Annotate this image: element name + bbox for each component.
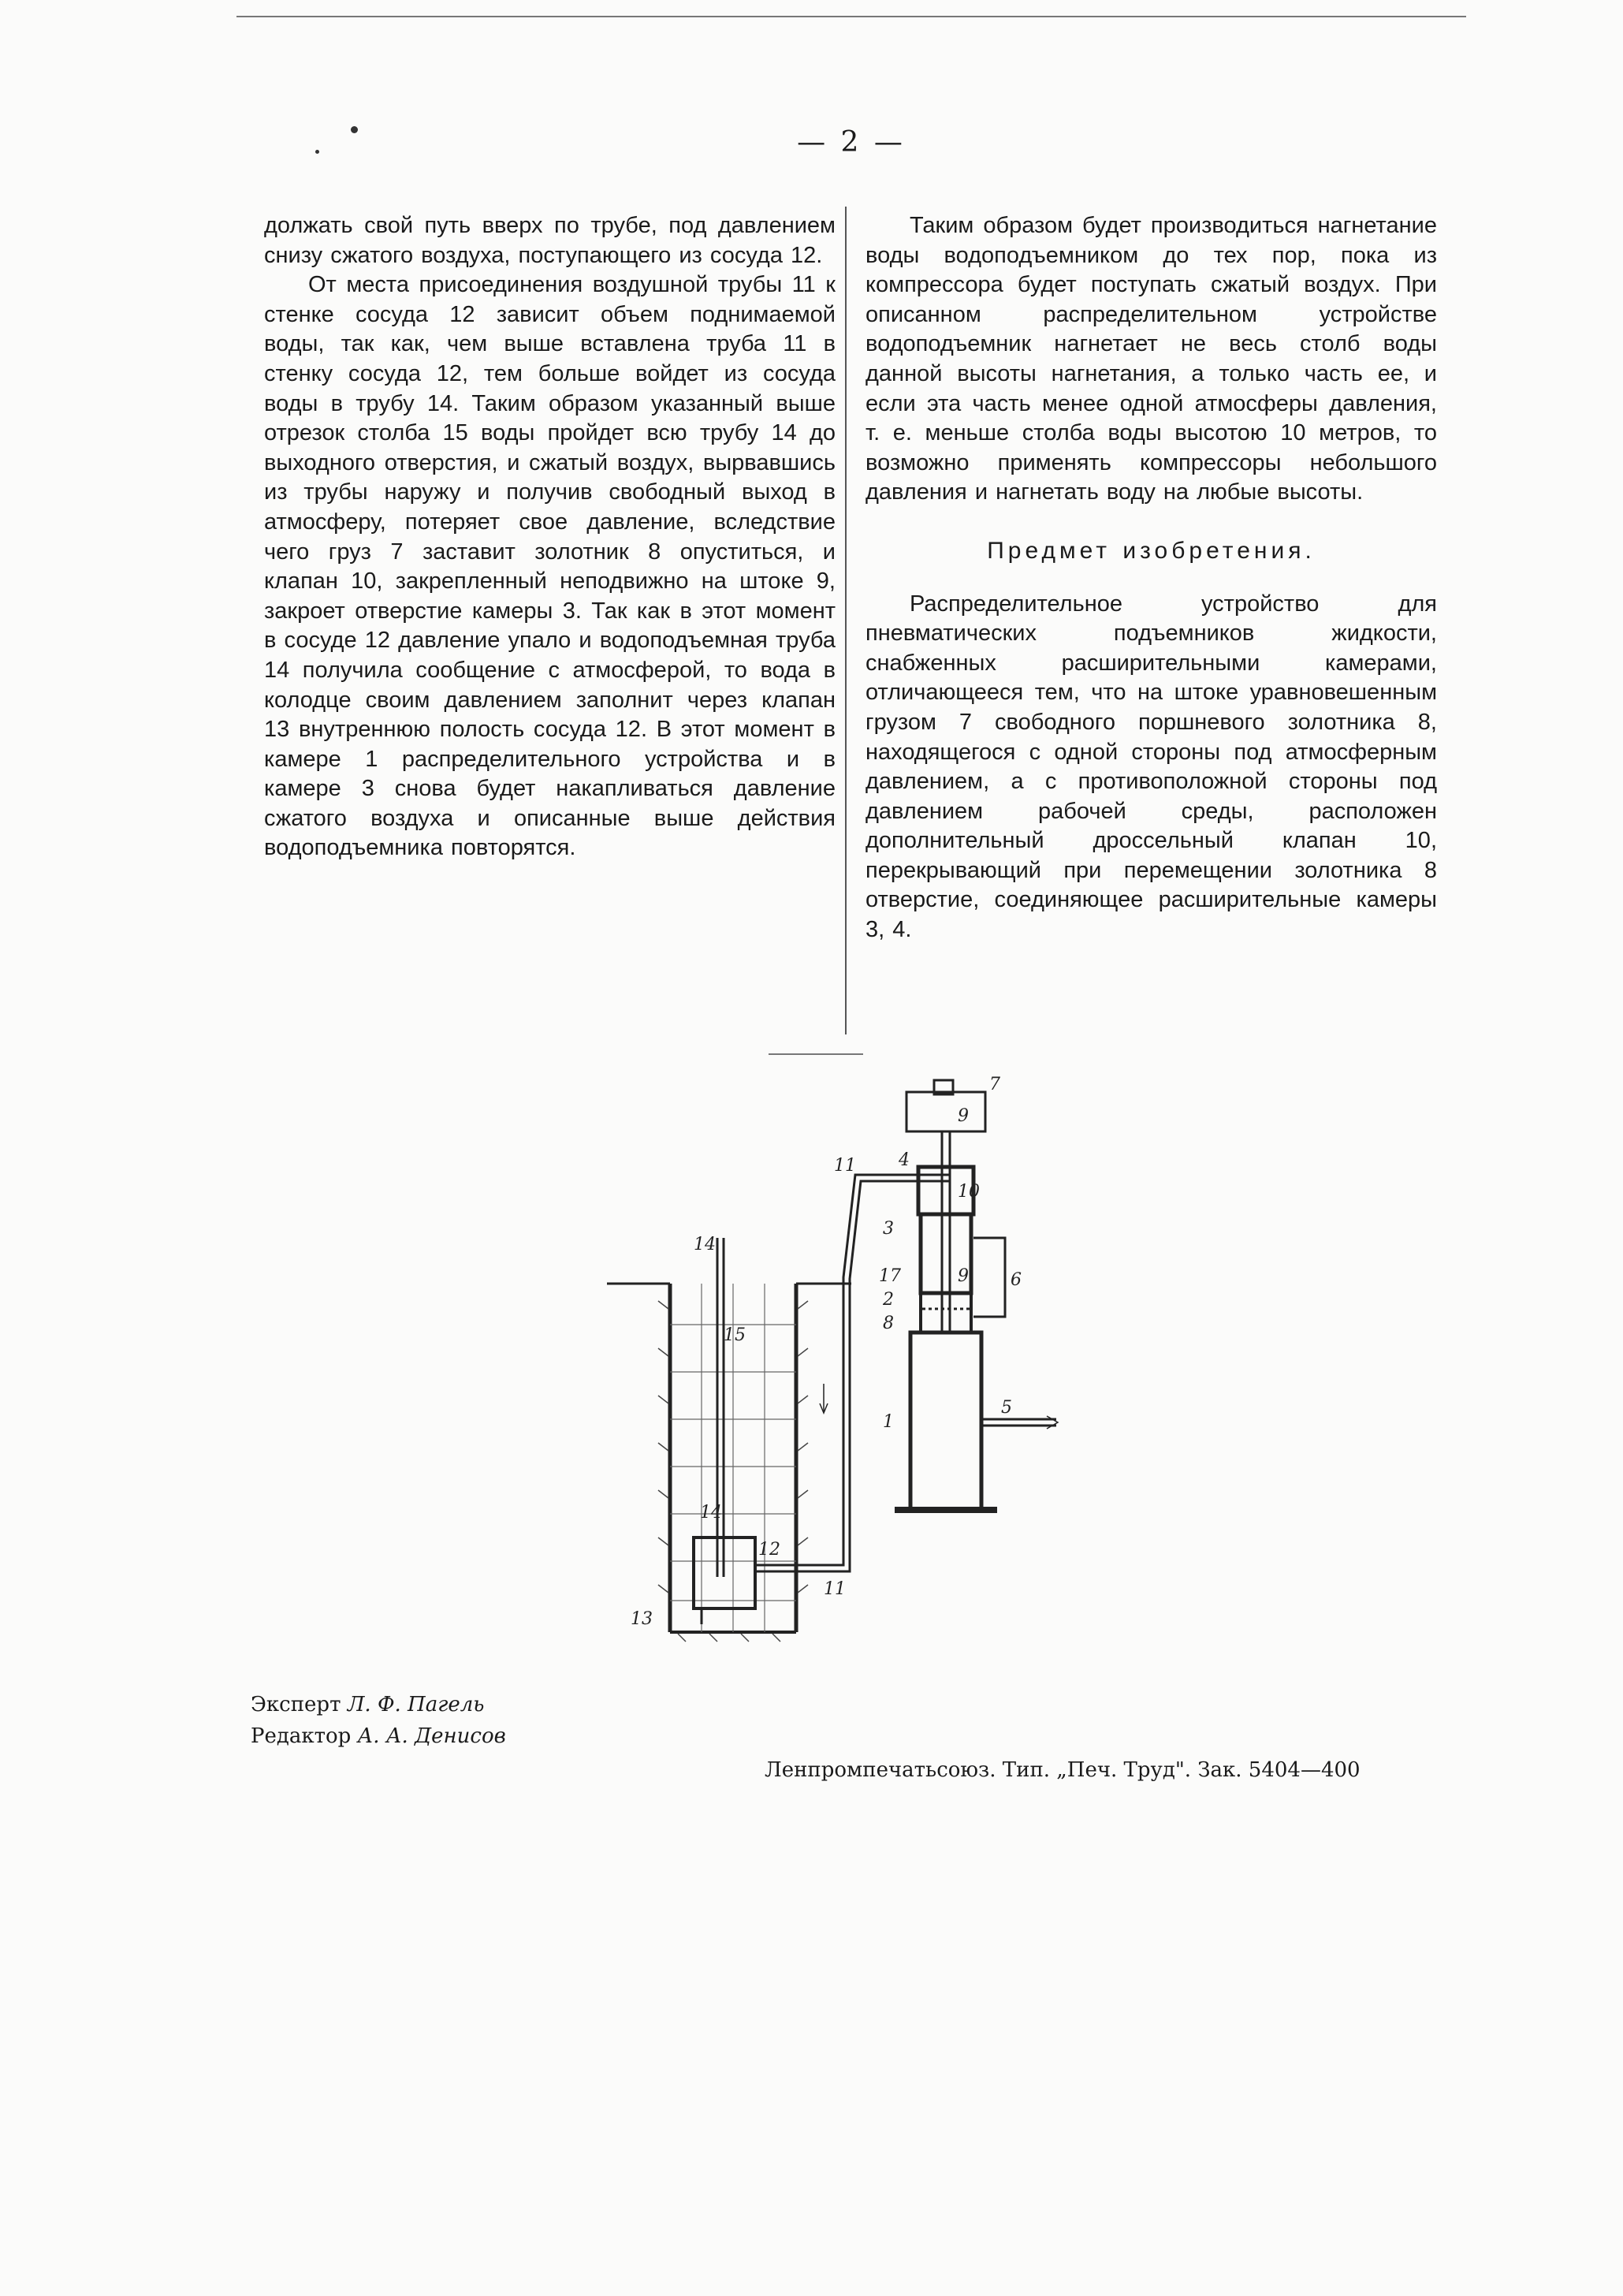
label-14a: 14 xyxy=(694,1235,716,1254)
label-3: 3 xyxy=(883,1219,894,1239)
printer-imprint: Ленпромпечатьсоюз. Тип. „Печ. Труд". Зак. 5404—400 xyxy=(765,1758,1361,1782)
label-8: 8 xyxy=(883,1314,894,1333)
label-5: 5 xyxy=(1001,1398,1012,1418)
label-1: 1 xyxy=(883,1412,894,1432)
claims-heading: Предмет изобретения. xyxy=(987,537,1316,564)
claim-text: Распределительное устройство для пневматических подъемников жидкости, снабженных расширительными камерами, отличающееся тем, что на штоке уравновешенным грузом 7 свободного поршневого золотника 8, находящегося с одной стороны под атмосферным давлением, а с противоположной стороны под давлением рабочей среды, расположен дополнительный дроссельный клапан 10, перекрывающий при перемещении золотника 8 отверстие, соединяющее расширительные камеры 3, 4. xyxy=(865,591,1437,943)
bypass-pipe-6 xyxy=(973,1238,1005,1317)
label-15: 15 xyxy=(724,1325,746,1345)
right-paragraph-1: Таким образом будет производиться нагнетание воды водоподъемником до тех пор, пока из компрессора будет поступать сжатый воздух. При описанном распределительном устройстве водоподъемник нагнетает не весь столб воды данной высоты нагнетания, а только часть ее, и если эта часть менее одной атмосферы давления, т. е. меньше столба воды высотою 10 метров, то возможно применять компрессоры небольшого давления и нагнетать воду на любые высоты. xyxy=(865,213,1437,505)
label-9b: 9 xyxy=(958,1266,969,1286)
figure-labels xyxy=(631,1075,1022,1629)
label-7: 7 xyxy=(989,1075,1000,1094)
editor-name: А. А. Денисов xyxy=(357,1724,506,1748)
label-9a: 9 xyxy=(958,1106,969,1126)
slide-valve-8 xyxy=(921,1293,971,1332)
right-column xyxy=(865,211,1437,945)
label-2: 2 xyxy=(883,1290,894,1310)
left-column xyxy=(264,211,836,863)
inlet-arrow xyxy=(1047,1416,1058,1429)
editor-label: Редактор xyxy=(251,1724,352,1748)
column-divider xyxy=(845,207,847,1034)
label-14b: 14 xyxy=(700,1503,722,1523)
label-11b: 11 xyxy=(824,1579,846,1599)
separator-rule xyxy=(769,1053,863,1055)
label-13: 13 xyxy=(631,1609,653,1629)
page-number: — 2 — xyxy=(797,126,906,158)
scan-speck xyxy=(315,150,319,154)
scan-speck xyxy=(351,126,358,133)
expert-line xyxy=(251,1689,506,1720)
label-10: 10 xyxy=(958,1182,980,1202)
label-4: 4 xyxy=(899,1150,910,1170)
credits-block xyxy=(251,1689,506,1752)
label-6: 6 xyxy=(1011,1270,1022,1290)
editor-line xyxy=(251,1720,506,1752)
expert-label: Эксперт xyxy=(251,1693,341,1716)
technical-drawing xyxy=(583,1072,1466,1687)
top-edge-rule xyxy=(236,16,1466,17)
label-11a: 11 xyxy=(834,1156,856,1176)
left-paragraph-1: должать свой путь вверх по трубе, под давлением снизу сжатого воздуха, поступающего из сосуда 12. xyxy=(264,213,836,268)
expert-name: Л. Ф. Пагель xyxy=(347,1693,485,1716)
label-17: 17 xyxy=(879,1266,901,1286)
left-paragraph-2: От места присоединения воздушной трубы 11 к стенке сосуда 12 зависит объем поднимаемой воды, так как, чем выше вставлена труба 11 в стенку сосуда 12, тем больше войдет из сосуда воды в трубу 14. Таким образом указанный выше отрезок столба 15 воды пройдет всю трубу 14 до выходного отверстия, и сжатый воздух, вырвавшись из трубы наружу и получив свободный выход в атмосферу, потеряет свое давление, вследствие чего груз 7 заставит золотник 8 опуститься, и клапан 10, закрепленный неподвижно на штоке 9, закроет отверстие камеры 3. Так как в этот момент в сосуде 12 давление упало и водоподъемная труба 14 получила сообщение с атмосферой, то вода в колодце своим давлением заполнит через клапан 13 внутреннюю полость сосуда 12. В этот момент в камере 1 распределительного устройства и в камере 3 снова будет накапливаться давление сжатого воздуха и описанные выше действия водоподъемника повторятся. xyxy=(264,272,836,861)
label-12: 12 xyxy=(758,1540,780,1560)
chamber-1 xyxy=(910,1332,981,1510)
weight-7 xyxy=(906,1092,985,1131)
